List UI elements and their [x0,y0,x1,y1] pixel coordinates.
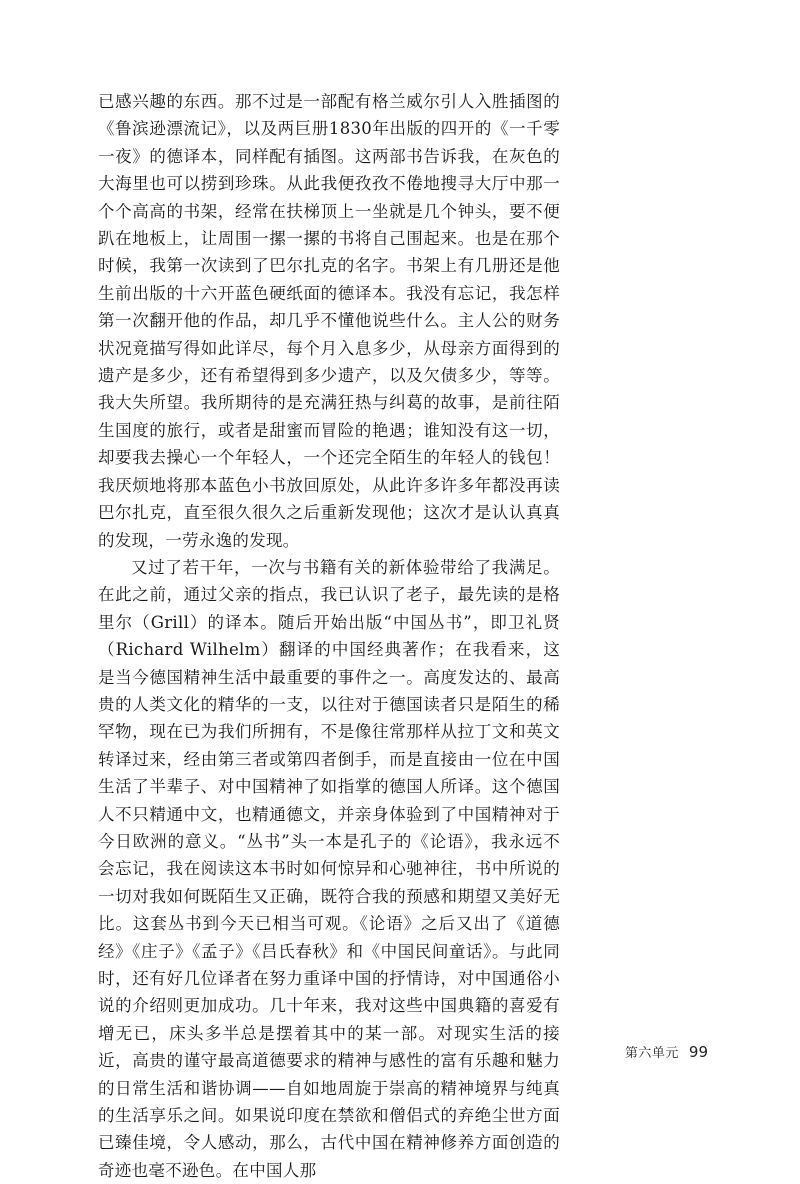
page-footer [625,1042,708,1061]
paragraph-continuation: 已感兴趣的东西。那不过是一部配有格兰威尔引人入胜插图的《鲁滨逊漂流记》，以及两巨册1830年出版的四开的《一千零一夜》的德译本，同样配有插图。这两部书告诉我，在灰色的大海里也可以捞到珍珠。从此我便孜孜不倦地搜寻大厅中那一个个高高的书架，经常在扶梯顶上一坐就是几个钟头，要不便趴在地板上，让周围一摞一摞的书将自己围起来。也是在那个时候，我第一次读到了巴尔扎克的名字。书架上有几册还是他生前出版的十六开蓝色硬纸面的德译本。我没有忘记，我怎样第一次翻开他的作品，却几乎不懂他说些什么。主人公的财务状况竟描写得如此详尽，每个月入息多少，从母亲方面得到的遗产是多少，还有希望得到多少遗产，以及欠债多少，等等。我大失所望。我所期待的是充满狂热与纠葛的故事，是前往陌生国度的旅行，或者是甜蜜而冒险的艳遇；谁知没有这一切，却要我去操心一个年轻人，一个还完全陌生的年轻人的钱包！我厌烦地将那本蓝色小书放回原处，从此许多许多年都没再读巴尔扎克，直至很久很久之后重新发现他；这次才是认认真真的发现，一劳永逸的发现。 [98,92,560,550]
paragraph-chinese-books: 又过了若干年，一次与书籍有关的新体验带给了我满足。在此之前，通过父亲的指点，我已认识了老子，最先读的是格里尔（Grill）的译本。随后开始出版“中国丛书”，即卫礼贤（Richard Wilhelm）翻译的中国经典著作；在我看来，这是当今德国精神生活中最重要的事件之一。高度发达的、最高贵的人类文化的精华的一支，以往对于德国读者只是陌生的稀罕物，现在已为我们所拥有，不是像往常那样从拉丁文和英文转译过来，经由第三者或第四者倒手，而是直接由一位在中国生活了半辈子、对中国精神了如指掌的德国人所译。这个德国人不只精通中文，也精通德文，并亲身体验到了中国精神对于今日欧洲的意义。“丛书”头一本是孔子的《论语》，我永远不会忘记，我在阅读这本书时如何惊异和心驰神往，书中所说的一切对我如何既陌生又正确，既符合我的预感和期望又美好无比。这套丛书到今天已相当可观。《论语》之后又出了《道德经》《庄子》《孟子》《吕氏春秋》和《中国民间童话》。与此同时，还有好几位译者在努力重译中国的抒情诗，对中国通俗小说的介绍则更加成功。几十年来，我对这些中国典籍的喜爱有增无已，床头多半总是摆着其中的某一部。对现实生活的接近，高贵的谨守最高道德要求的精神与感性的富有乐趣和魅力的日常生活和谐协调——自如地周旋于崇高的精神境界与纯真的生活享乐之间。如果说印度在禁欲和僧侣式的弃绝尘世方面已臻佳境，令人感动，那么，古代中国在精神修养方面创造的奇迹也毫不逊色。在中国人那 [98,557,560,1180]
unit-label: 第六单元 [624,1046,679,1061]
page-body [98,88,560,1184]
page-number: 99 [688,1043,708,1061]
